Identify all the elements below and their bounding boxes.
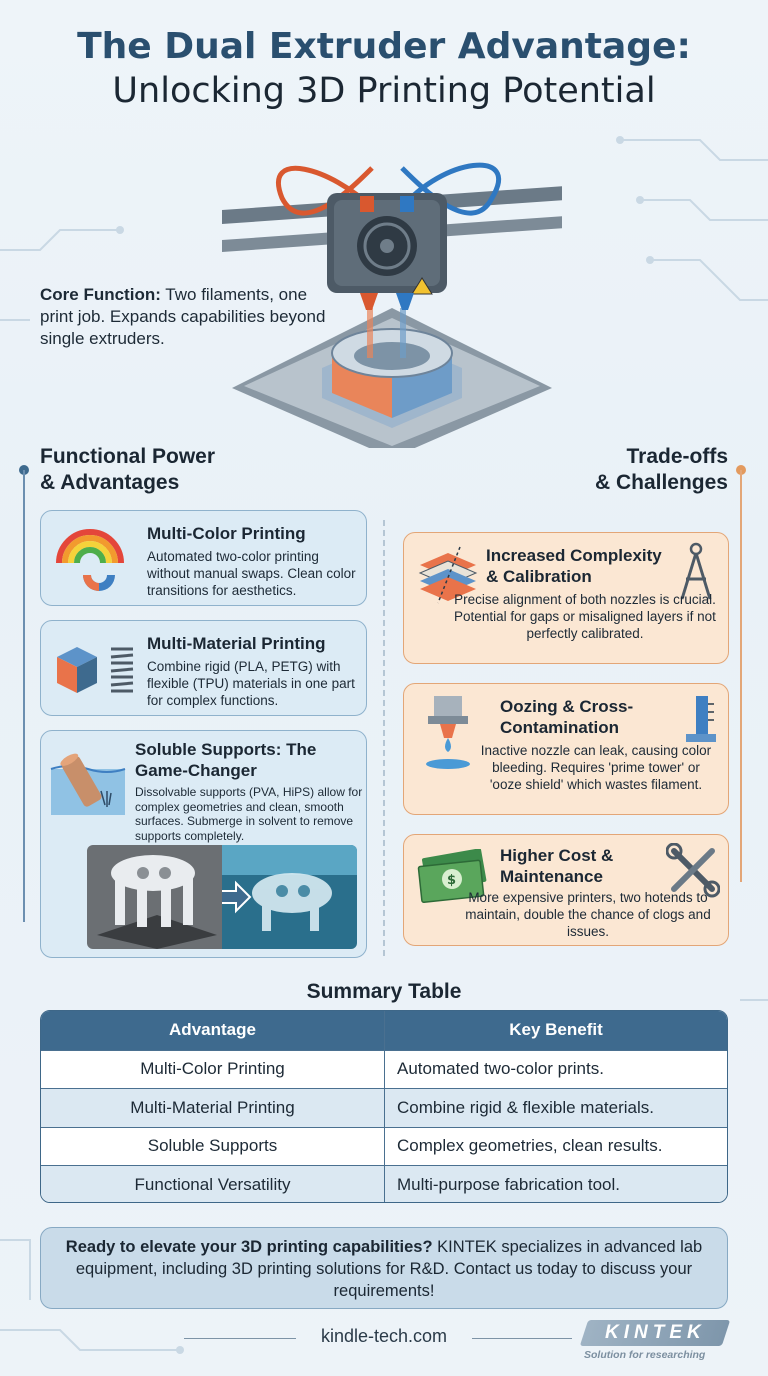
cube-spring-icon — [53, 641, 139, 701]
core-function-label: Core Function: — [40, 285, 161, 304]
table-row — [41, 1088, 727, 1127]
dissolving-support-photo — [87, 845, 357, 949]
advantages-heading-line-2: & Advantages — [40, 471, 180, 494]
card-title-line-1: Higher Cost & — [500, 846, 614, 865]
card-title: Multi-Color Printing — [147, 524, 306, 543]
header-key-benefit: Key Benefit — [509, 1020, 603, 1040]
left-connector — [14, 462, 34, 932]
column-divider — [383, 520, 385, 956]
challenges-heading — [595, 444, 728, 496]
printed-part-with-supports — [87, 845, 222, 949]
kintek-logo — [580, 1320, 730, 1346]
advantages-heading-line-1: Functional Power — [40, 445, 216, 468]
card-text: Automated two-color printing without manual swaps. Clean color transitions for aesthetics. — [147, 549, 356, 598]
table-cell: Complex geometries, clean results. — [397, 1136, 663, 1156]
card-cost-maintenance — [403, 834, 729, 946]
table-cell: Automated two-color prints. — [397, 1059, 604, 1079]
card-title-line-1: Soluble Supports: The — [135, 740, 317, 759]
page-title — [0, 26, 768, 114]
card-title-line-2: & Calibration — [486, 567, 592, 586]
table-cell: Multi-purpose fabrication tool. — [397, 1174, 621, 1194]
title-line-1: The Dual Extruder Advantage: — [77, 26, 691, 67]
card-title-line-1: Increased Complexity — [486, 546, 662, 565]
advantages-heading — [40, 444, 215, 496]
logo-tagline: Solution for researching — [584, 1349, 706, 1361]
table-cell: Functional Versatility — [41, 1166, 385, 1203]
table-row — [41, 1050, 727, 1089]
header-advantage: Advantage — [41, 1011, 385, 1050]
card-title-line-2: Game-Changer — [135, 761, 257, 780]
nozzle-drip-icon — [414, 694, 484, 774]
core-function-text: Two filaments, one print job. Expands capabilities beyond single extruders. — [40, 285, 326, 348]
summary-table — [40, 1010, 728, 1203]
summary-title: Summary Table — [306, 980, 462, 1003]
card-complexity-calibration — [403, 532, 729, 664]
svg-text:$: $ — [447, 873, 457, 888]
core-function — [40, 284, 340, 350]
table-row — [41, 1165, 727, 1203]
rainbow-icon — [53, 523, 127, 595]
table-cell: Multi-Material Printing — [41, 1089, 385, 1127]
call-to-action — [40, 1227, 728, 1309]
card-text: More expensive printers, two hotends to maintain, double the chance of clogs and issues. — [465, 890, 711, 939]
challenges-heading-line-1: Trade-offs — [626, 445, 728, 468]
cta-bold: Ready to elevate your 3D printing capabilities? — [65, 1238, 433, 1256]
card-soluble-supports — [40, 730, 367, 958]
table-cell: Combine rigid & flexible materials. — [397, 1097, 654, 1117]
card-title-line-2: Contamination — [500, 718, 619, 737]
card-text: Inactive nozzle can leak, causing color bleeding. Requires 'prime tower' or 'ooze shield' which wastes filament. — [480, 743, 712, 792]
part-in-solvent — [222, 845, 357, 949]
card-title-line-1: Oozing & Cross- — [500, 697, 634, 716]
logo-text: KINTEK — [604, 1322, 706, 1343]
title-line-2: Unlocking 3D Printing Potential — [112, 71, 656, 111]
card-title: Multi-Material Printing — [147, 634, 326, 653]
right-connector — [734, 462, 754, 892]
card-oozing — [403, 683, 729, 815]
card-text: Combine rigid (PLA, PETG) with flexible (TPU) materials in one part for complex functions. — [147, 659, 355, 708]
cta-text: KINTEK specializes in advanced lab equipment, including 3D printing solutions for R&D. Contact us today to discuss your requirements! — [75, 1238, 703, 1300]
dissolve-icon — [49, 747, 127, 817]
card-multi-material — [40, 620, 367, 716]
table-cell: Soluble Supports — [41, 1128, 385, 1166]
table-row — [41, 1127, 727, 1166]
table-header — [41, 1011, 727, 1050]
card-title-line-2: Maintenance — [500, 867, 603, 886]
table-cell: Multi-Color Printing — [41, 1051, 385, 1089]
footer-url[interactable]: kindle-tech.com — [320, 1326, 448, 1346]
challenges-heading-line-2: & Challenges — [594, 471, 728, 494]
card-multi-color — [40, 510, 367, 606]
card-text: Precise alignment of both nozzles is crucial. Potential for gaps or misaligned layers if not perfectly calibrated. — [454, 592, 716, 641]
card-text: Dissolvable supports (PVA, HiPS) allow for complex geometries and clean, smooth surfaces. Submerge in solvent to remove supports completely. — [135, 785, 363, 843]
